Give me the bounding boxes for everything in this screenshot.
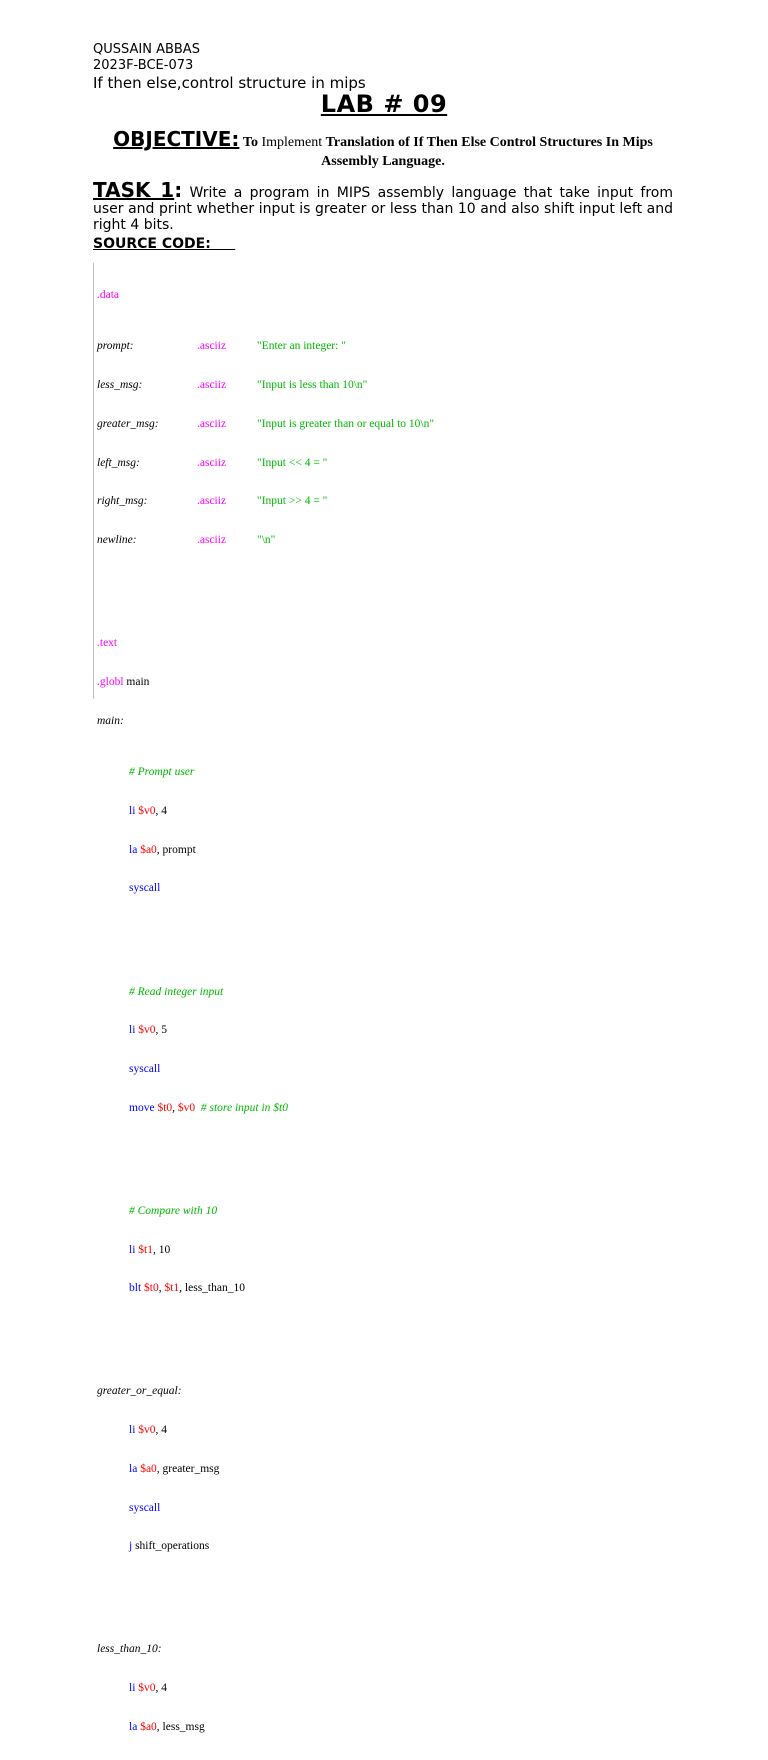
blank-line [97,934,288,947]
register: $v0 [138,1024,156,1037]
data-label: less_msg: [97,379,143,392]
code-line [97,844,288,857]
register: $v0 [138,1424,156,1437]
data-directive: .data [97,288,120,301]
instruction-op: j [129,1540,133,1553]
code-line [97,1282,288,1295]
data-label: prompt: [97,340,134,353]
syscall-instruction: syscall [129,1062,161,1075]
instruction-op: li [129,1424,136,1437]
blank-line [97,586,288,599]
objective-label: OBJECTIVE: [113,127,240,151]
blank-line [97,1592,288,1605]
code-line [97,456,328,470]
instruction-op: la [129,843,138,856]
instruction-op: blt [129,1282,142,1295]
objective-lead: To [242,135,258,150]
less-than-10-label: less_than_10: [97,1643,162,1656]
register: $a0 [140,1462,157,1475]
operand: shift_operations [132,1540,210,1553]
lab-topic: If then else,control structure in mips [93,74,366,92]
code-line [97,1205,288,1218]
code-line [97,534,288,547]
globl-target: main [126,675,150,688]
syscall-instruction: syscall [129,882,161,895]
string-literal: "Input is less than 10\n" [257,379,368,392]
code-line [97,805,288,818]
lab-title: LAB # 09 [320,90,448,118]
register: $t1 [164,1282,180,1295]
register: $t0 [157,1101,173,1114]
register: $t1 [138,1243,153,1256]
asciiz-directive: .asciiz [197,495,227,508]
author-name: QUSSAIN ABBAS [93,42,200,57]
main-label: main: [97,714,124,727]
code-line [97,417,435,431]
instruction-op: li [129,1243,136,1256]
code-line [97,1024,288,1037]
asciiz-directive: .asciiz [197,340,227,353]
blank-line [97,1153,288,1166]
code-line [97,495,328,508]
code-comment: # Compare with 10 [129,1204,218,1217]
instruction-op: li [129,1682,136,1695]
register: $v0 [138,1682,156,1695]
objective-text: Translation of If Then Else Control Structures In Mips Assembly Language. [321,135,653,169]
instruction-op: li [129,1024,136,1037]
instruction-op: la [129,1462,138,1475]
task-section [93,178,673,233]
code-line [97,986,288,999]
source-code-heading-text: SOURCE CODE: [93,236,211,252]
register: $a0 [140,1720,157,1733]
code-line [97,1424,288,1437]
roll-number: 2023F-BCE-073 [93,58,194,73]
blank-line [97,1334,288,1347]
task-label-colon: : [174,178,183,202]
register: $t0 [144,1282,159,1295]
data-label: right_msg: [97,495,148,508]
asciiz-directive: .asciiz [197,379,227,392]
code-line [97,882,288,895]
data-label: left_msg: [97,456,140,469]
operand: , less_msg [156,1720,205,1733]
register: $a0 [140,843,157,856]
code-line [97,340,346,353]
code-comment: # Read integer input [129,985,224,998]
code-line [97,1682,288,1695]
operand-separator: , [172,1101,178,1114]
data-label: newline: [97,533,137,546]
operand: , prompt [156,843,196,856]
operand: , 4 [155,804,168,817]
operand: , 4 [155,1682,168,1695]
text-directive: .text [97,637,118,650]
code-line [97,715,288,728]
source-code-block [93,263,694,1733]
data-label: greater_msg: [97,417,159,430]
task-label-text: TASK 1 [93,178,175,202]
globl-directive: .globl [97,675,124,688]
code-line [97,1244,288,1257]
operand: , 4 [155,1424,168,1437]
operand: , 5 [155,1024,168,1037]
code-comment: # store input in $t0 [200,1101,288,1114]
instruction-op: li [129,804,136,817]
string-literal: "Input is greater than or equal to 10\n" [257,417,435,430]
code-listing [97,263,435,1760]
code-line [97,379,368,392]
greater-or-equal-label: greater_or_equal: [97,1385,182,1398]
asciiz-directive: .asciiz [197,417,227,430]
instruction-op: move [129,1101,155,1114]
asciiz-directive: .asciiz [197,533,227,546]
string-literal: "Input >> 4 = " [257,495,328,508]
operand-separator: , [158,1282,165,1295]
objective-plain: Implement [261,135,323,150]
code-line [97,676,288,689]
code-line [97,637,288,650]
source-code-heading [93,236,235,252]
task-label [93,178,182,202]
asciiz-directive: .asciiz [197,456,227,469]
string-literal: "Input << 4 = " [257,456,328,469]
objective-section [93,127,673,171]
operand: , greater_msg [156,1462,220,1475]
code-line [97,1643,288,1656]
operand: , 10 [152,1243,171,1256]
code-line [97,1385,288,1398]
string-literal: "Enter an integer: " [257,340,346,353]
register: $v0 [177,1101,196,1114]
code-line [97,1463,288,1476]
code-line [97,766,288,779]
code-line [97,1540,288,1553]
code-comment: # Prompt user [129,766,195,779]
code-line [97,1502,288,1515]
register: $v0 [138,804,156,817]
code-line [97,1063,288,1076]
code-line [97,1102,288,1115]
string-literal: "\n" [257,533,276,546]
task-description: Write a program in MIPS assembly language that take input from user and print whether input is greater or less than 10 and also shift input left and right 4 bits. [93,185,673,233]
code-line [97,289,288,302]
operand: , less_than_10 [179,1282,245,1295]
instruction-op: la [129,1720,138,1733]
syscall-instruction: syscall [129,1501,161,1514]
code-line [97,1721,288,1734]
document-header [93,42,366,92]
